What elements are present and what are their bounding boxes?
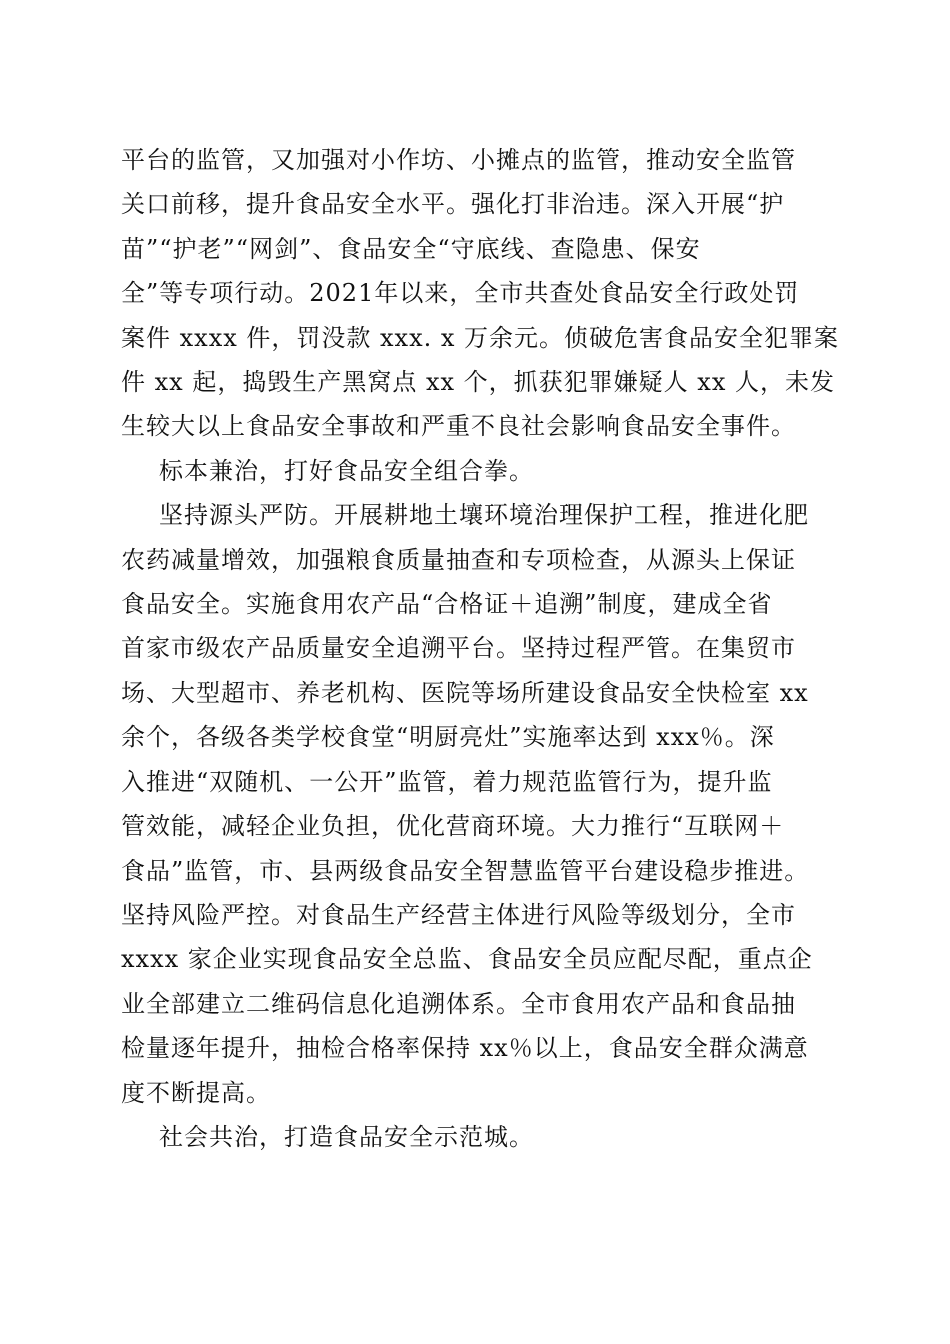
text-line: 余个，各级各类学校食堂“明厨亮灶”实施率达到 xxx％。深: [121, 723, 775, 752]
text-line: 全”等专项行动。2021年以来，全市共查处食品安全行政处罚: [121, 279, 800, 308]
section-heading-biaoben: [121, 449, 833, 493]
document-body: [121, 138, 840, 1159]
text-line: 关口前移，提升食品安全水平。强化打非治违。深入开展“护: [121, 190, 785, 219]
text-line: 农药减量增效，加强粮食质量抽查和专项检查，从源头上保证: [121, 545, 796, 574]
section-heading-shehui: [121, 1115, 833, 1159]
text-line: 入推进“双随机、一公开”监管，着力规范监管行为，提升监: [121, 767, 773, 796]
paragraph-3: [121, 493, 833, 1115]
text-line: 检量逐年提升，抽检合格率保持 xx％以上，食品安全群众满意: [121, 1034, 809, 1063]
text-line: 业全部建立二维码信息化追溯体系。全市食用农产品和食品抽: [121, 989, 796, 1018]
text-line: xxxx 家企业实现食品安全总监、食品安全员应配尽配，重点企: [121, 945, 813, 974]
text-line: 管效能，减轻企业负担，优化营商环境。大力推行“互联网＋: [121, 812, 785, 841]
paragraph-1: [121, 138, 840, 449]
text-line: 食品”监管，市、县两级食品安全智慧监管平台建设稳步推进。: [121, 856, 810, 885]
text-line: 坚持源头严防。开展耕地土壤环境治理保护工程，推进化肥: [159, 501, 809, 530]
text-line: 件 xx 起，捣毁生产黑窝点 xx 个，抓获犯罪嫌疑人 xx 人，未发: [121, 368, 835, 397]
text-line: 案件 xxxx 件，罚没款 xxx. x 万余元。侦破危害食品安全犯罪案: [121, 323, 840, 352]
text-line: 苗”“护老”“网剑”、食品安全“守底线、查隐患、保安: [121, 234, 701, 263]
heading-line: 标本兼治，打好食品安全组合拳。: [159, 456, 534, 485]
text-line: 场、大型超市、养老机构、医院等场所建设食品安全快检室 xx: [121, 678, 809, 707]
text-line: 生较大以上食品安全事故和严重不良社会影响食品安全事件。: [121, 412, 796, 441]
text-line: 度不断提高。: [121, 1078, 271, 1107]
text-line: 坚持风险严控。对食品生产经营主体进行风险等级划分，全市: [121, 900, 796, 929]
text-line: 食品安全。实施食用农产品“合格证＋追溯”制度，建成全省: [121, 590, 773, 619]
text-line: 首家市级农产品质量安全追溯平台。坚持过程严管。在集贸市: [121, 634, 796, 663]
heading-line: 社会共治，打造食品安全示范城。: [159, 1122, 534, 1151]
text-line: 平台的监管，又加强对小作坊、小摊点的监管，推动安全监管: [121, 146, 796, 174]
